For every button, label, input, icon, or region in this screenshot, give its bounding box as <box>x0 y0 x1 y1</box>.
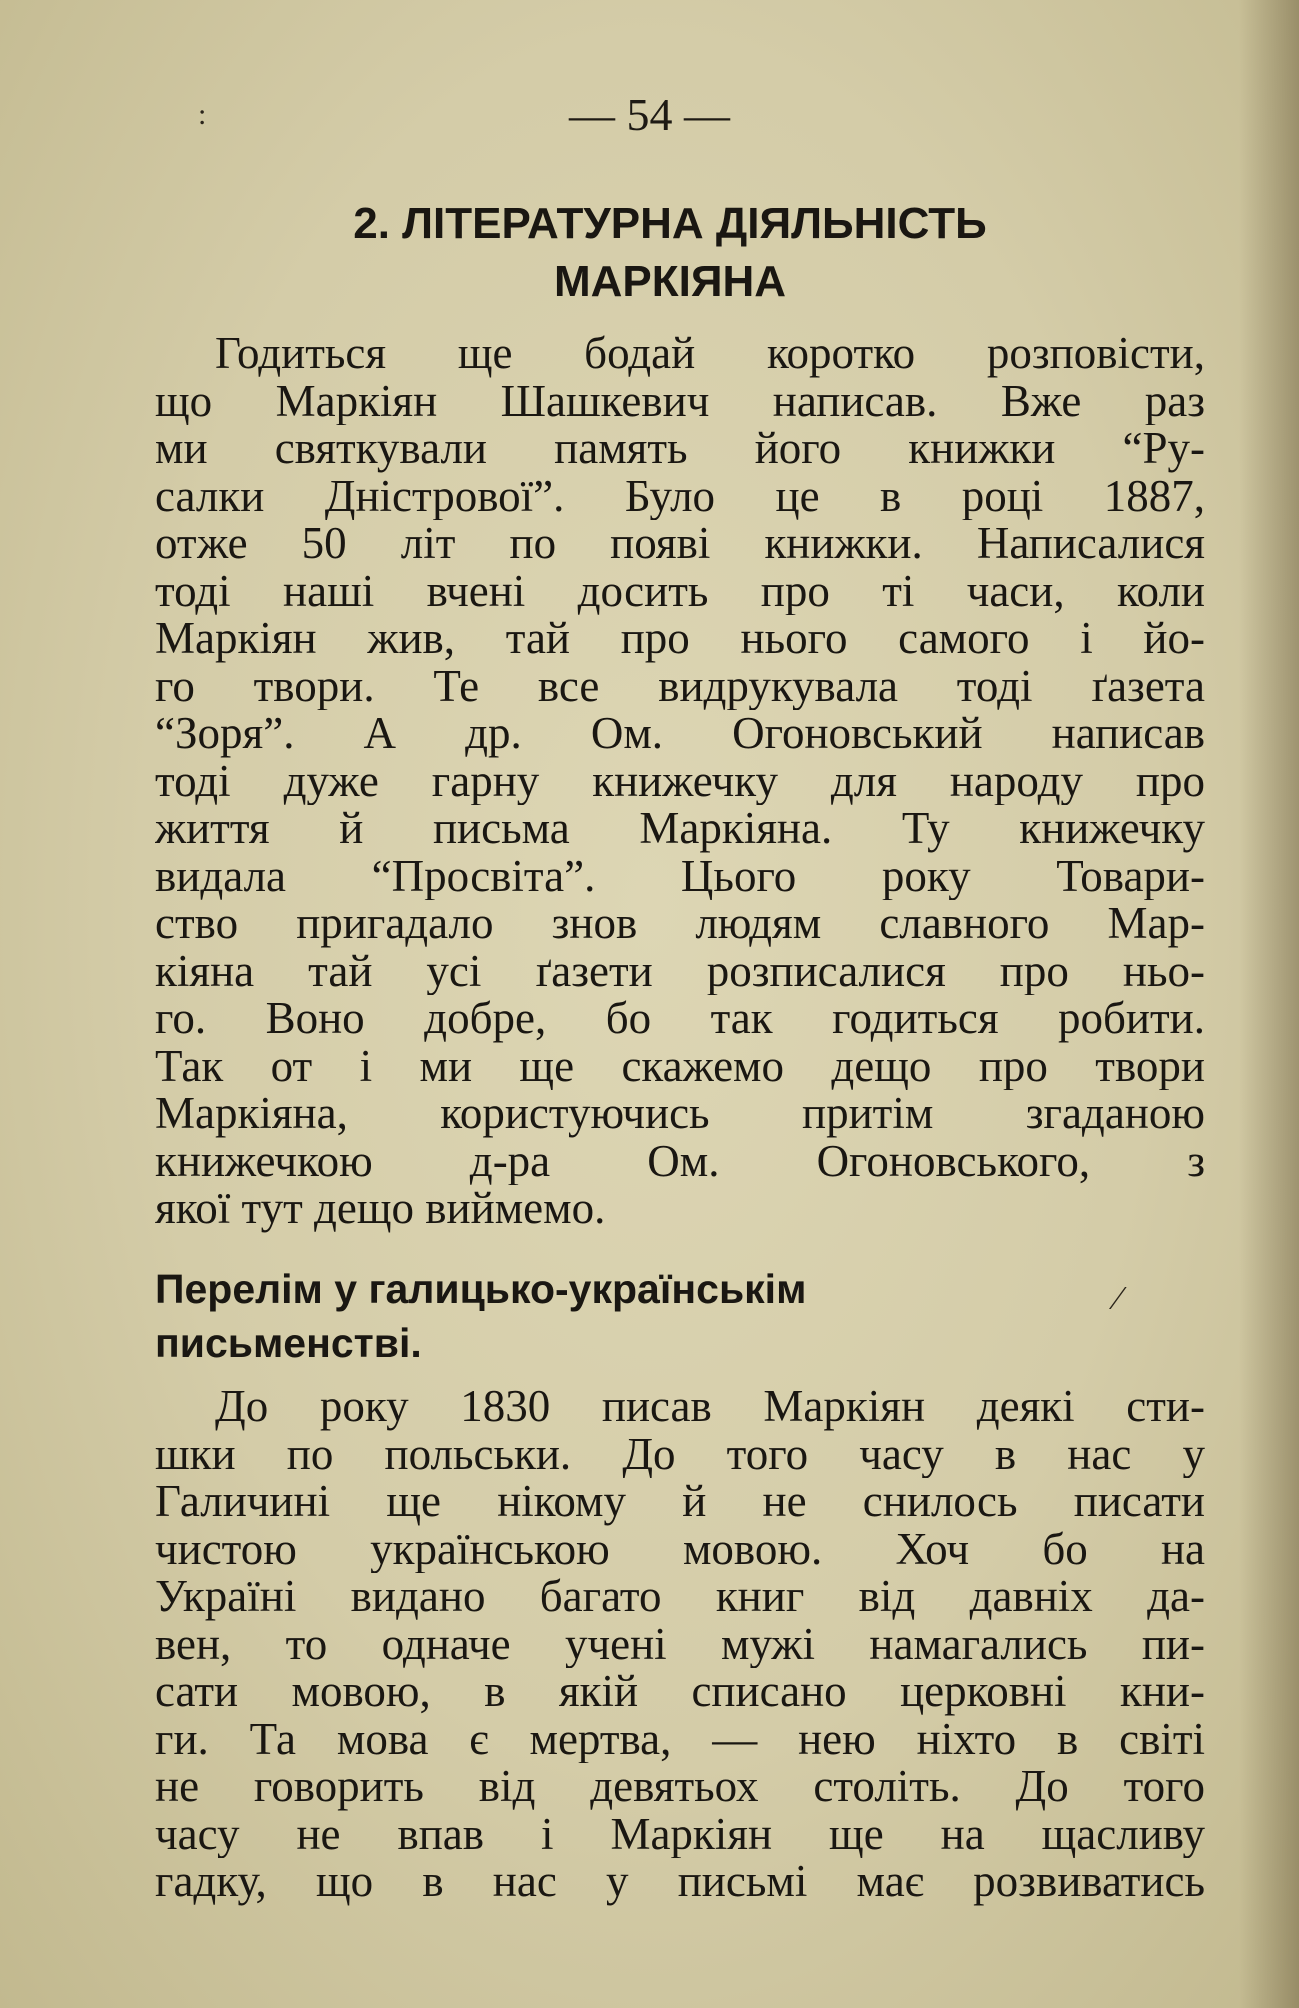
text-line: видала “Просвіта”. Цього року Товари- <box>155 852 1205 900</box>
paragraph-intro <box>155 330 1205 1233</box>
text-line: До року 1830 писав Маркіян деякі сти- <box>215 1383 1205 1431</box>
paragraph-turning-point <box>155 1383 1205 1906</box>
text-line: кіяна тай усі ґазети розписалися про ньо- <box>155 947 1205 995</box>
text-line: гадку, що в нас у письмі має розвиватись <box>155 1858 1205 1906</box>
text-line: сати мовою, в якій списано церковні кни- <box>155 1668 1205 1716</box>
text-line: го твори. Те все видрукувала тоді ґазета <box>155 662 1205 710</box>
text-line: салки Дністрової”. Було це в році 1887, <box>155 472 1205 520</box>
text-line: не говорить від девятьох століть. До того <box>155 1763 1205 1811</box>
text-line: що Маркіян Шашкевич написав. Вже раз <box>155 377 1205 425</box>
text-line: ство пригадало знов людям славного Мар- <box>155 900 1205 948</box>
chapter-title-line: МАРКІЯНА <box>553 257 787 306</box>
text-line: тоді дуже гарну книжечку для народу про <box>155 757 1205 805</box>
text-line: “Зоря”. А др. Ом. Огоновський написав <box>155 710 1205 758</box>
pencil-stroke-mark: ⁄ <box>1115 1280 1121 1317</box>
text-line: часу не впав і Маркіян ще на щасливу <box>155 1810 1205 1858</box>
text-line: отже 50 літ по появі книжки. Написалися <box>155 520 1205 568</box>
section-subheading <box>155 1262 1055 1370</box>
text-line: Маркіяна, користуючись притім згаданою <box>155 1090 1205 1138</box>
text-line: Маркіян жив, тай про нього самого і йо- <box>155 615 1205 663</box>
text-line: чистою українською мовою. Хоч бо на <box>155 1525 1205 1573</box>
chapter-title-line: 2. ЛІТЕРАТУРНА ДІЯЛЬНІСТЬ <box>353 199 987 248</box>
text-line: тоді наші вчені досить про ті часи, коли <box>155 567 1205 615</box>
text-line: го. Воно добре, бо так годиться робити. <box>155 995 1205 1043</box>
text-line: книжечкою д-ра Ом. Огоновського, з <box>155 1137 1205 1185</box>
text-line: життя й письма Маркіяна. Ту книжечку <box>155 805 1205 853</box>
text-line: ги. Та мова є мертва, — нею ніхто в світі <box>155 1715 1205 1763</box>
text-line: якої тут дещо виймемо. <box>155 1185 606 1233</box>
text-line: Так от і ми ще скажемо дещо про твори <box>155 1042 1205 1090</box>
text-line: Галичині ще нікому й не снилось писати <box>155 1478 1205 1526</box>
text-line: вен, то одначе учені мужі намагались пи- <box>155 1620 1205 1668</box>
subheading-line: письменстві. <box>155 1320 422 1366</box>
text-line: ми святкували память його книжки “Ру- <box>155 425 1205 473</box>
ink-speck-mark: : <box>198 98 207 131</box>
text-line: Україні видано багато книг від давніх да- <box>155 1573 1205 1621</box>
text-line: Годиться ще бодай коротко розповісти, <box>215 330 1205 378</box>
page-edge-shadow <box>1239 0 1299 2008</box>
page-number: — 54 — <box>569 89 730 140</box>
text-line: шки по польськи. До того часу в нас у <box>155 1430 1205 1478</box>
chapter-title <box>150 195 1190 311</box>
subheading-line: Перелім у галицько-українськім <box>155 1266 807 1312</box>
